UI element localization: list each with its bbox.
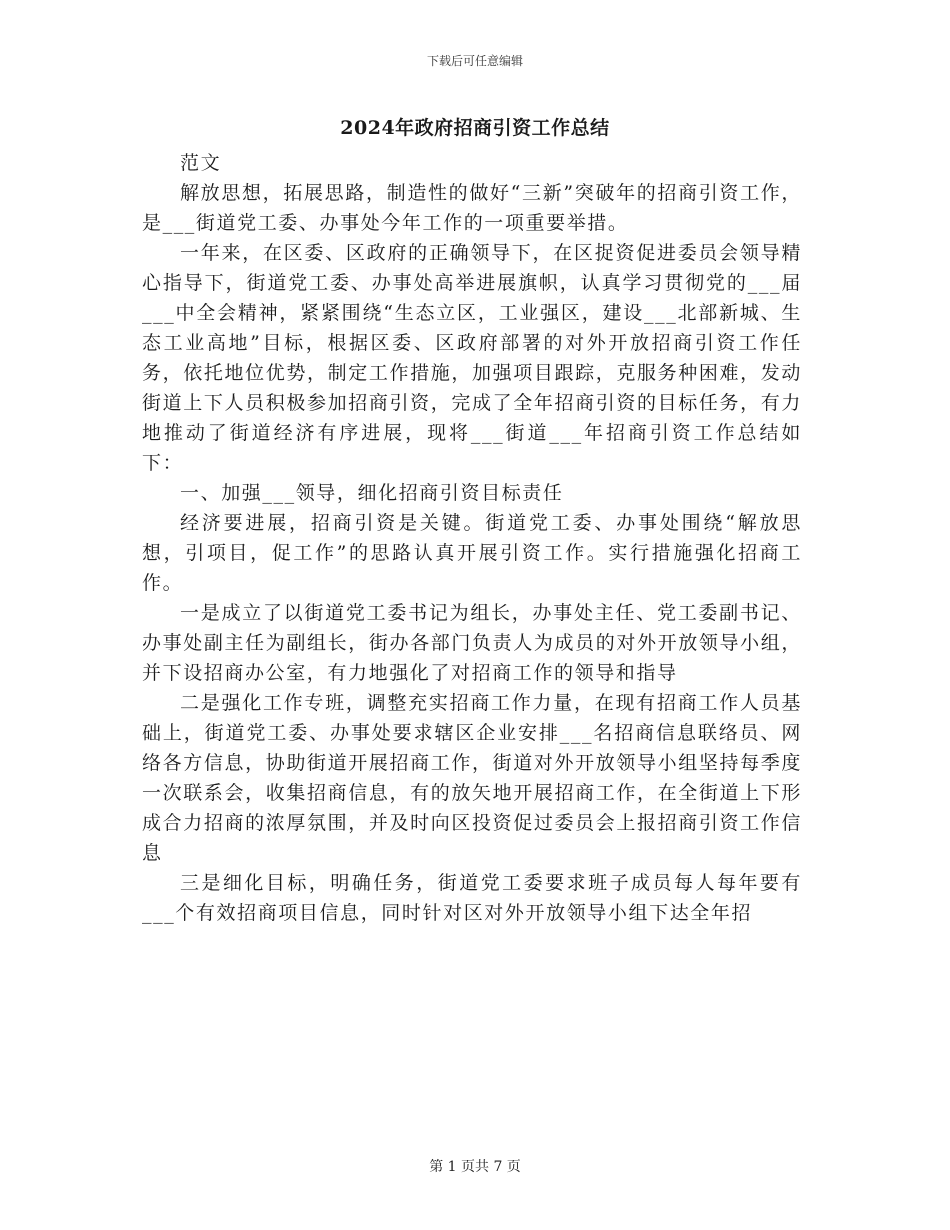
paragraph-intro: 解放思想，拓展思路，制造性的做好“三新”突破年的招商引资工作，是___街道党工委、办事处今年工作的一项重要举措。	[142, 182, 802, 234]
paragraph-overview: 一年来，在区委、区政府的正确领导下，在区捉资促进委员会领导精心指导下，街道党工委、办事处高举进展旗帜，认真学习贯彻党的___届___中全会精神，紧紧围绕“生态立区，工业强区，建设___北部新城、生态工业高地”目标，根据区委、区政府部署的对外开放招商引资工作任务，依托地位优势，制定工作措施，加强项目跟踪，克服务种困难，发动街道上下人员积极参加招商引资，完成了全年招商引资的目标任务，有力地推动了街道经济有序进展，现将___街道___年招商引资工作总结如下：	[142, 242, 802, 474]
paragraph-section-1-intro: 经济要进展，招商引资是关键。街道党工委、办事处围绕“解放思想，引项目，促工作”的思路认真开展引资工作。实行措施强化招商工作。	[142, 512, 802, 594]
document-body	[142, 148, 802, 928]
paragraph-point-1: 一是成立了以街道党工委书记为组长，办事处主任、党工委副书记、办事处副主任为副组长，街办各部门负责人为成员的对外开放领导小组，并下设招商办公室，有力地强化了对招商工作的领导和指导	[142, 602, 802, 684]
paragraph-point-2: 二是强化工作专班，调整充实招商工作力量，在现有招商工作人员基础上，街道党工委、办事处要求辖区企业安排___名招商信息联络员、网络各方信息，协助街道开展招商工作，街道对外开放领导小组坚持每季度一次联系会，收集招商信息，有的放矢地开展招商工作，在全街道上下形成合力招商的浓厚氛围，并及时向区投资促过委员会上报招商引资工作信息	[142, 692, 802, 864]
document-title: 2024年政府招商引资工作总结	[340, 117, 610, 139]
paragraph-fanwen: 范文	[180, 152, 222, 174]
page-header-note: 下载后可任意编辑	[426, 54, 523, 68]
page-number-footer: 第 1 页共 7 页	[429, 1159, 521, 1175]
section-heading-1: 一、加强___领导，细化招商引资目标责任	[180, 482, 564, 504]
paragraph-point-3: 三是细化目标，明确任务，街道党工委要求班子成员每人每年要有___个有效招商项目信息，同时针对区对外开放领导小组下达全年招	[142, 872, 802, 924]
